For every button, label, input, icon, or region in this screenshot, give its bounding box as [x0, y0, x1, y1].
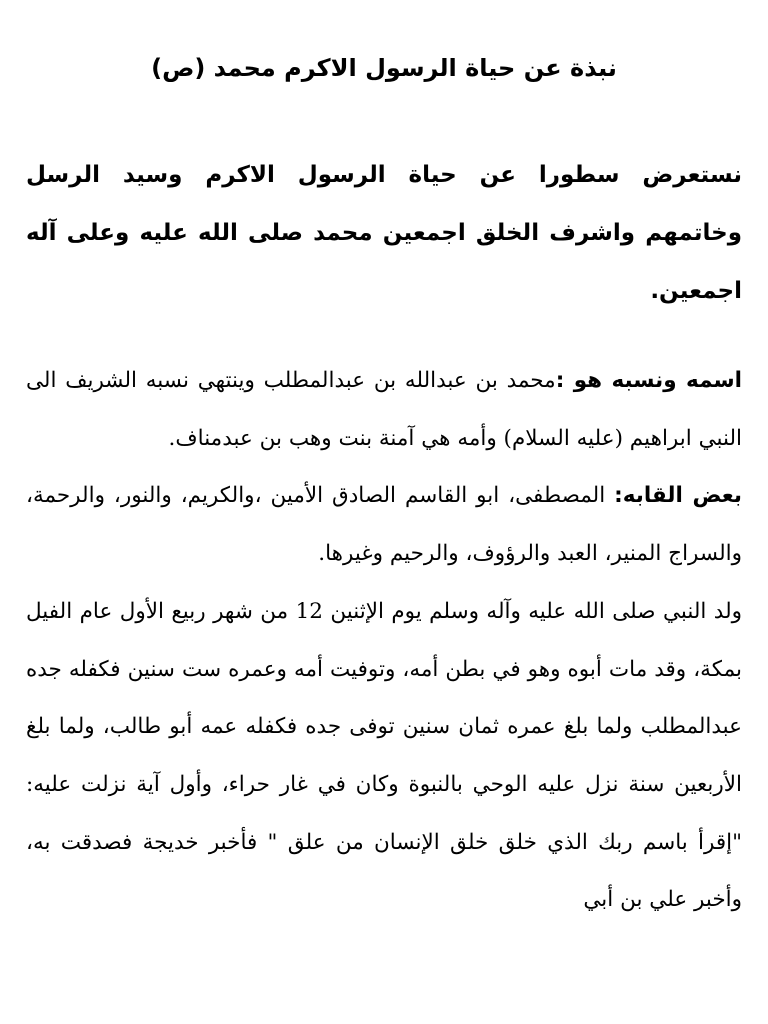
titles-text: المصطفى، ابو القاسم الصادق الأمين ،والكريم، والنور، والرحمة، والسراج المنير، العبد والرؤوف، والرحيم وغيرها.: [26, 483, 742, 567]
name-paragraph: [26, 352, 742, 467]
titles-paragraph: [26, 467, 742, 582]
document-body: [26, 352, 742, 929]
name-label: اسمه ونسبه هو :: [555, 368, 742, 393]
birth-paragraph: ولد النبي صلى الله عليه وآله وسلم يوم الإثنين 12 من شهر ربيع الأول عام الفيل بمكة، وقد مات أبوه وهو في بطن أمه، وتوفيت أمه وعمره ست سنين فكفله جده عبدالمطلب ولما بلغ عمره ثمان سنين توفى جده فكفله عمه أبو طالب، ولما بلغ الأربعين سنة نزل عليه الوحي بالنبوة وكان في غار حراء، وأول آية نزلت عليه: "إقرأ باسم ربك الذي خلق خلق الإنسان من علق " فأخبر خديجة فصدقت به، وأخبر علي بن أبي: [26, 598, 743, 913]
document-title: نبذة عن حياة الرسول الاكرم محمد (ص): [151, 54, 617, 82]
name-text: محمد بن عبدالله بن عبدالمطلب وينتهي نسبه الشريف الى النبي ابراهيم (عليه السلام) وأمه هي آمنة بنت وهب بن عبدمناف.: [26, 368, 742, 451]
intro-paragraph: نستعرض سطورا عن حياة الرسول الاكرم وسيد الرسل وخاتمهم واشرف الخلق اجمعين محمد صلى الله عليه وعلى آله اجمعين.: [26, 162, 742, 304]
titles-label: بعض القابه:: [614, 483, 742, 509]
